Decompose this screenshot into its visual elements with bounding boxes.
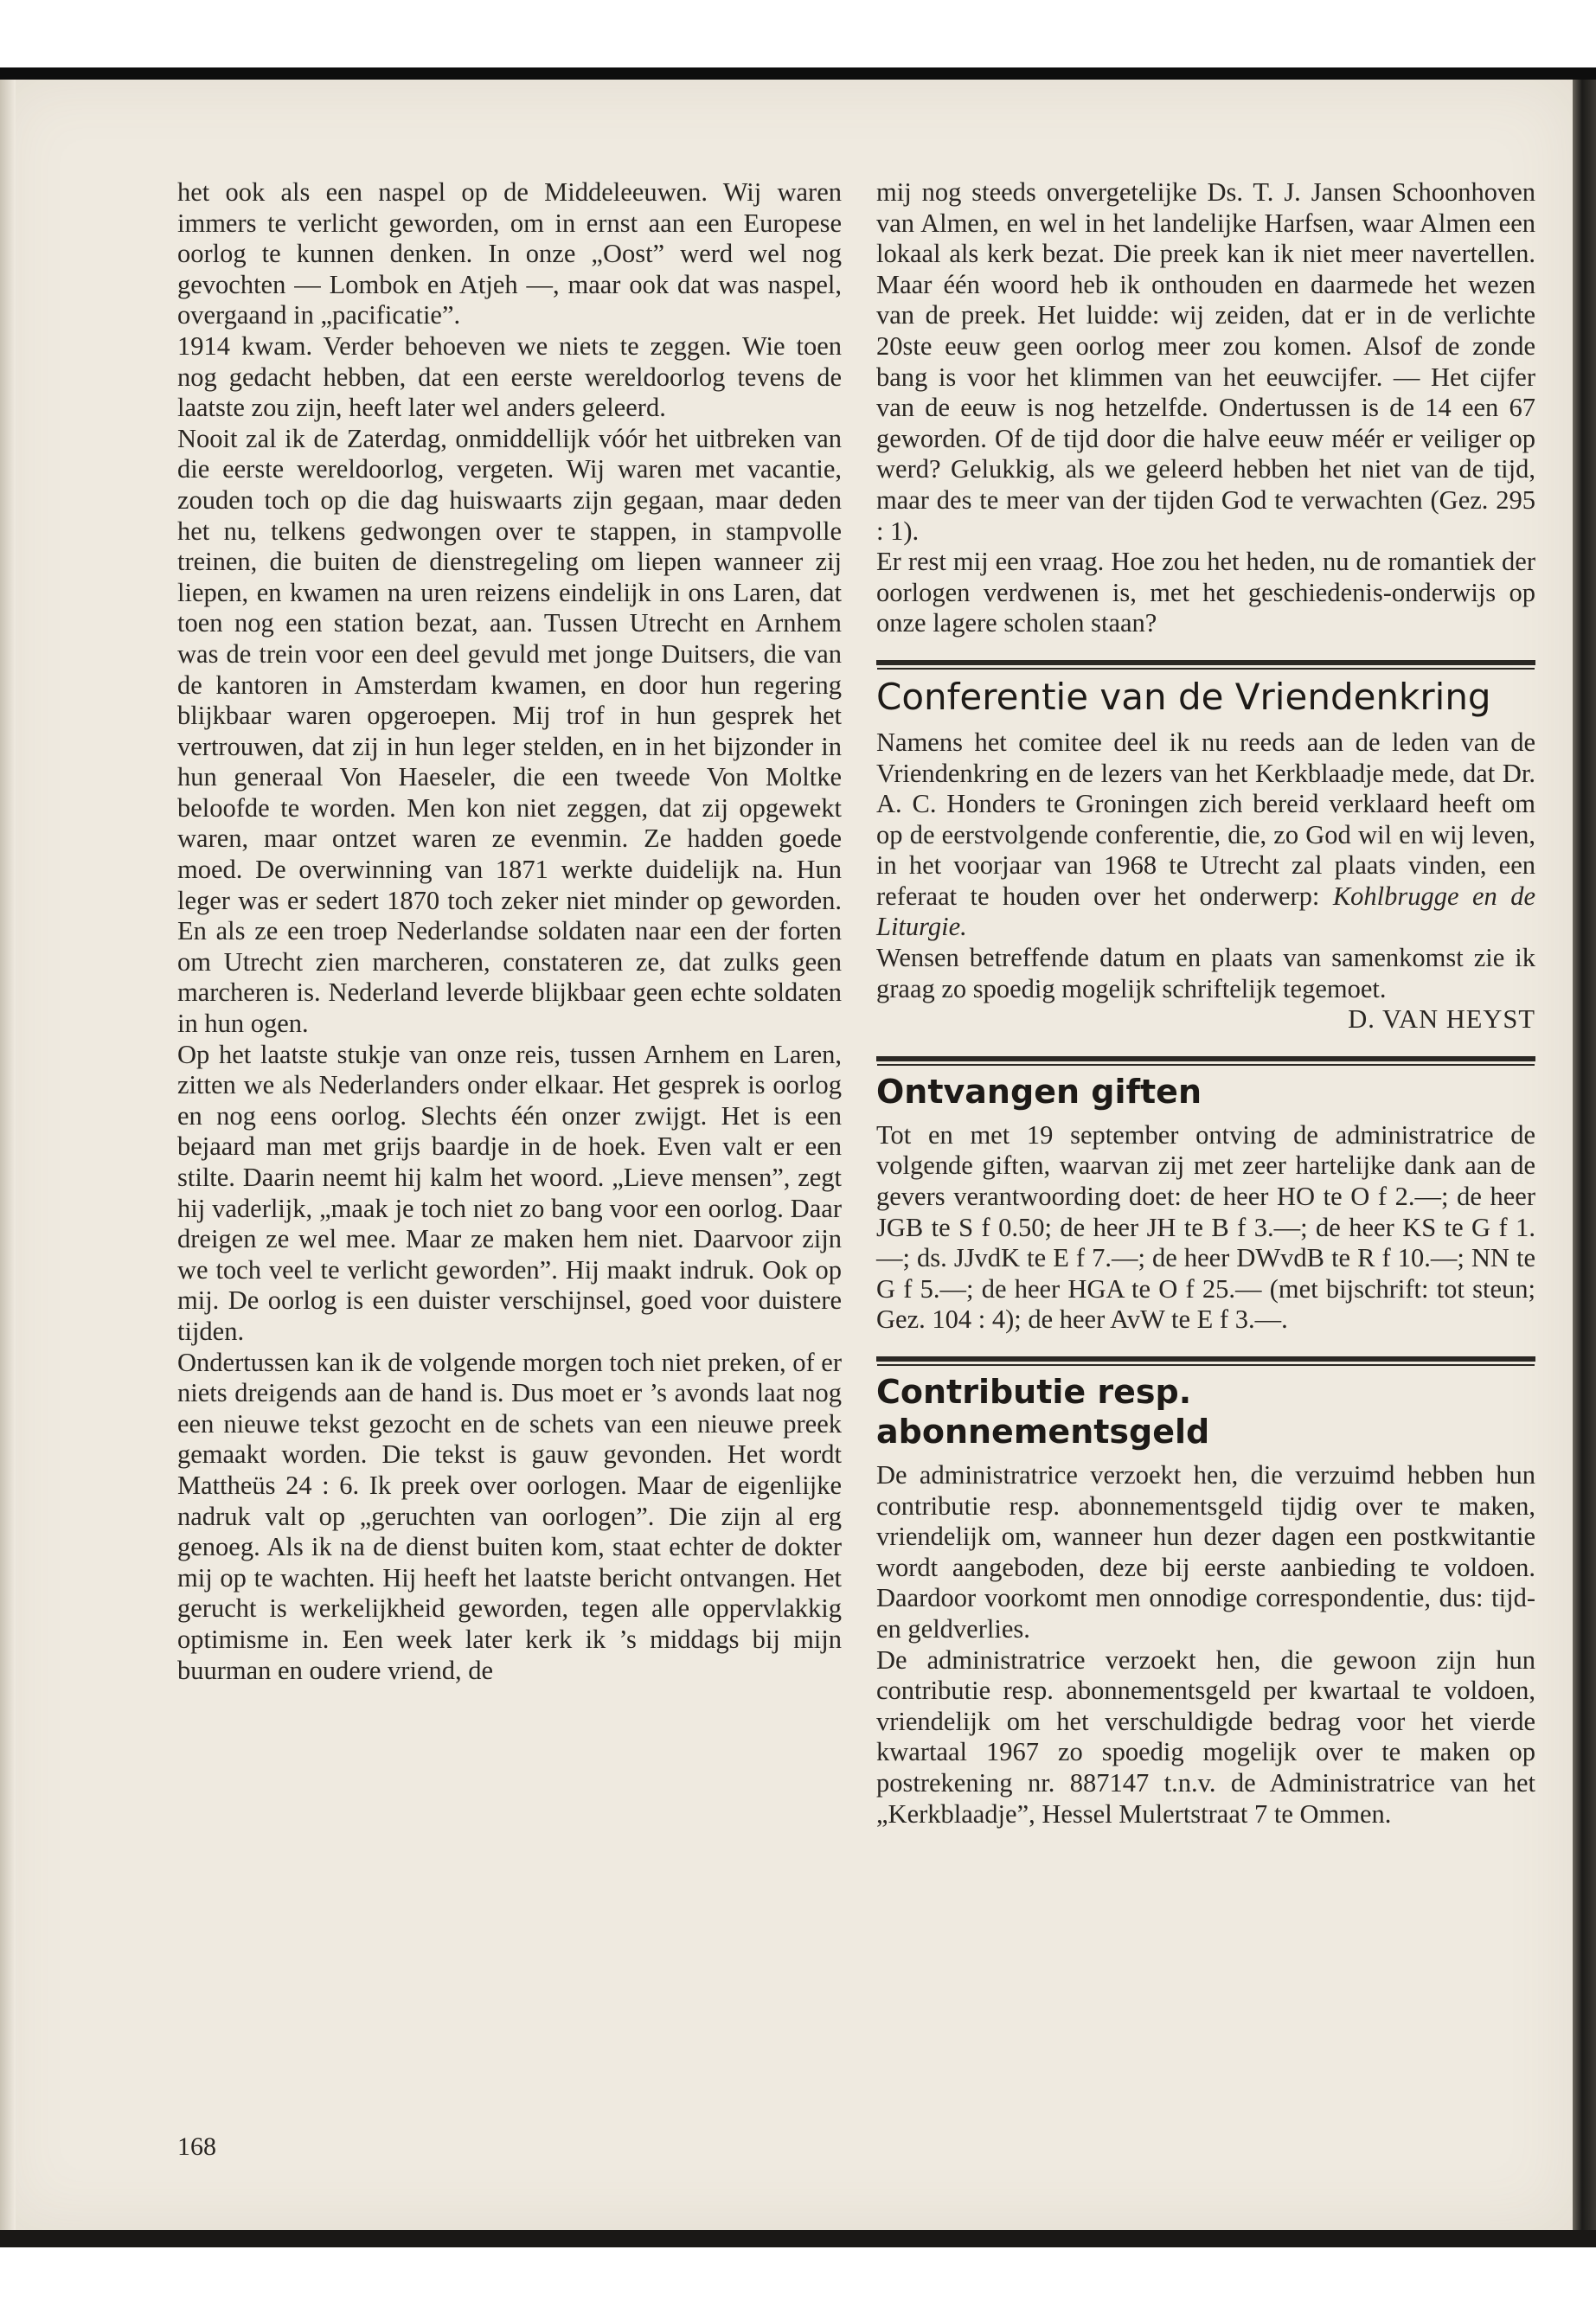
- section-heading: Contributie resp. abonnementsgeld: [876, 1373, 1210, 1451]
- signature: D. VAN HEYST: [1348, 1004, 1535, 1035]
- section-text: De administratrice verzoekt hen, die gewoon zijn hun contributie resp. abonnementsgeld per kwartaal te voldoen, vriendelijk om het verschuldigde bedrag voor het vierde kwartaal 1967 zo spoedig mogelijk over te maken op postrekening nr. 887147 t.n.v. de Administratrice van het „Kerkblaadje”, Hessel Mulertstraat 7 te Ommen.: [876, 1644, 1535, 1829]
- bottom-scan-border: [0, 2230, 1596, 2247]
- article-paragraph: Ondertussen kan ik de volgende morgen toch niet preken, of er niets dreigends aan de hand is. Dus moet er ’s avonds laat nog een nieuwe tekst gezocht en de schets van een nieuwe preek gemaakt worden. Die tekst is gauw gevonden. Het wordt Mattheüs 24 : 6. Ik preek over oorlogen. Maar de eigenlijke nadruk valt op „geruchten van oorlogen”. Die zijn al erg genoeg. Als ik na de dienst buiten kom, staat echter de dokter mij op te wachten. Hij heeft het laatste bericht ontvangen. Het gerucht is werkelijkheid geworden, tegen alle oppervlakkig optimisme in. Een week later kerk ik ’s middags bij mijn buurman en oudere vriend, de: [177, 1347, 842, 1685]
- conferentie-section: [876, 676, 1535, 1035]
- section-heading: Conferentie van de Vriendenkring: [876, 675, 1491, 718]
- contributie-section: [876, 1372, 1535, 1830]
- giften-section: [876, 1072, 1535, 1336]
- book-spine-edge: [1573, 80, 1596, 2230]
- section-divider: [876, 660, 1535, 665]
- section-text: De administratrice verzoekt hen, die verzuimd hebben hun contributie resp. abonnementsgeld tijdig over te maken, vriendelijk om, wanneer hun dezer dagen een postkwitantie wordt aangeboden, deze bij eerste aanbieding te voldoen. Daardoor voorkomt men onnodige correspondentie, dus: tijd- en geldverlies.: [876, 1460, 1535, 1644]
- section-divider: [876, 1056, 1535, 1061]
- article-paragraph: het ook als een naspel op de Middeleeuwen. Wij waren immers te verlicht geworden, om in ernst aan een Europese oorlog te kunnen denken. In onze „Oost” werd wel nog gevochten — Lombok en Atjeh —, maar ook dat was naspel, overgaand in „pacificatie”.: [177, 177, 842, 330]
- section-text: Wensen betreffende datum en plaats van samenkomst zie ik graag zo spoedig mogelijk schriftelijk tegemoet.: [876, 943, 1535, 1003]
- left-column: [177, 177, 842, 1686]
- page-number: 168: [177, 2132, 216, 2161]
- section-text: [876, 727, 1535, 943]
- lecture-topic: Kohlbrugge en de Liturgie.: [876, 881, 1535, 942]
- top-scan-border: [0, 67, 1596, 80]
- page-left-edge-shadow: [0, 80, 16, 2230]
- section-divider: [876, 1356, 1535, 1362]
- article-paragraph: Op het laatste stukje van onze reis, tussen Arnhem en Laren, zitten we als Nederlanders onder elkaar. Het gesprek is oorlog en nog eens oorlog. Slechts één onzer zwijgt. Het is een bejaard man met grijs baardje in de hoek. Even valt er een stilte. Daarin neemt hij kalm het woord. „Lieve mensen”, zegt hij vaderlijk, „maak je toch niet zo bang voor een oorlog. Daar dreigen ze wel mee. Maar ze maken hem niet. Daarvoor zijn we toch veel te verlicht geworden”. Hij maakt indruk. Ook op mij. De oorlog is een duister verschijnsel, goed voor duistere tijden.: [177, 1039, 842, 1346]
- section-heading: Ontvangen giften: [876, 1072, 1202, 1111]
- article-paragraph: Er rest mij een vraag. Hoe zou het heden, nu de romantiek der oorlogen verdwenen is, met het geschiedenis-onderwijs op onze lagere scholen staan?: [876, 547, 1535, 638]
- section-text-body: Namens het comitee deel ik nu reeds aan de leden van de Vriendenkring en de lezers van het Kerkblaadje mede, dat Dr. A. C. Honders te Groningen zich bereid verklaard heeft om op de eerstvolgende conferentie, die, zo God wil en wij leven, in het voorjaar van 1968 te Utrecht zal plaats vinden, een referaat te houden over het onderwerp:: [876, 727, 1535, 911]
- right-column: [876, 177, 1535, 1830]
- section-text: Tot en met 19 september ontving de administratrice de volgende giften, waarvan zij met zeer hartelijke dank aan de gevers verantwoording doet: de heer HO te O f 2.—; de heer JGB te S f 0.50; de heer JH te B f 3.—; de heer KS te G f 1.—; ds. JJvdK te E f 7.—; de heer DWvdB te R f 10.—; NN te G f 5.—; de heer HGA te O f 25.— (met bijschrift: tot steun; Gez. 104 : 4); de heer AvW te E f 3.—.: [876, 1119, 1535, 1335]
- article-paragraph: mij nog steeds onvergetelijke Ds. T. J. Jansen Schoonhoven van Almen, en wel in het landelijke Harfsen, waar Almen een lokaal als kerk bezat. Die preek kan ik niet meer navertellen. Maar één woord heb ik onthouden en daarmede het wezen van de preek. Het luidde: wij zeiden, dat er in de verlichte 20ste eeuw geen oorlog meer zou komen. Alsof de zonde bang is voor het klimmen van het eeuwcijfer. — Het cijfer van de eeuw is nog hetzelfde. Ondertussen is de 14 een 67 geworden. Of de tijd door die halve eeuw méér er veiliger op werd? Gelukkig, als we geleerd hebben het niet van de tijd, maar des te meer van der tijden God te verwachten (Gez. 295 : 1).: [876, 177, 1535, 546]
- article-paragraph: 1914 kwam. Verder behoeven we niets te zeggen. Wie toen nog gedacht hebben, dat een eerste wereldoorlog tevens de laatste zou zijn, heeft later wel anders geleerd.: [177, 330, 842, 423]
- article-paragraph: Nooit zal ik de Zaterdag, onmiddellijk vóór het uitbreken van die eerste wereldoorlog, vergeten. Wij waren met vacantie, zouden toch op die dag huiswaarts zijn gegaan, maar deden het nu, telkens gedwongen over te stappen, in stampvolle treinen, die buiten de dienstregeling om liepen wanneer zij liepen, en kwamen na uren reizens eindelijk in ons Laren, dat toen nog een station bezat, aan. Tussen Utrecht en Arnhem was de trein voor een deel gevuld met jonge Duitsers, die van de kantoren in Amsterdam kwamen, en door hun regering blijkbaar waren opgeroepen. Mij trof in hun gesprek het vertrouwen, dat zij in hun leger stelden, en in het bijzonder in hun generaal Von Haeseler, die een tweede Von Moltke beloofde te worden. Men kon niet zeggen, dat zij opgewekt waren, maar ontzet waren ze evenmin. Ze hadden goede moed. De overwinning van 1871 werkte duidelijk na. Hun leger was er sedert 1870 toch zeker niet minder op geworden. En als ze een troep Nederlandse soldaten naar een der forten om Utrecht zien marcheren, constateren ze, dat zulks geen marcheren is. Nederland leverde blijkbaar geen echte soldaten in hun ogen.: [177, 423, 842, 1039]
